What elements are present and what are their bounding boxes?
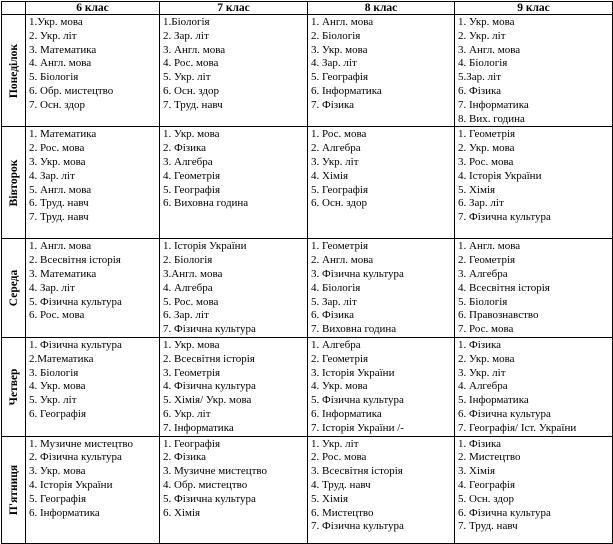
schedule-table <box>1 1 613 544</box>
lesson-item: 2. Геометрія <box>311 352 369 365</box>
lesson-item: 2. Біологія <box>163 254 213 267</box>
lesson-item: 4. Зар. літ <box>29 281 75 294</box>
lesson-item: 3. Укр. літ <box>311 155 359 168</box>
lesson-cell <box>455 436 613 543</box>
lesson-item: 5. Фізична культура <box>163 492 256 505</box>
lesson-item: 3. Укр. літ <box>458 366 506 379</box>
lesson-item: 3. Хімія <box>458 465 496 478</box>
lesson-item: 3. Математика <box>29 43 97 56</box>
lesson-item: 5. Осн. здор <box>458 492 514 505</box>
lesson-item: 5. Біологія <box>29 71 79 84</box>
lesson-item: 6. Інформатика <box>29 506 100 519</box>
lesson-item: 4. Геометрія <box>163 169 221 182</box>
lesson-item: 3. Алгебра <box>163 155 213 168</box>
day-name: П'ятниця <box>7 464 20 515</box>
lesson-item: 4. Історія України <box>458 169 542 182</box>
lesson-item: 2. Укр. літ <box>29 29 77 42</box>
day-label-cell <box>2 15 26 127</box>
lesson-item: 6. Труд. навч <box>29 197 89 210</box>
lesson-item: 4. Біологія <box>311 281 361 294</box>
lesson-item: 1. Укр. мова <box>163 128 220 141</box>
lesson-list <box>455 338 612 436</box>
lesson-item: 4. Історія України <box>29 478 113 491</box>
lesson-item: 6. Укр. літ <box>163 407 211 420</box>
lesson-item: 4. Обр. мистецтво <box>163 478 248 491</box>
lesson-item: 1. Фізична культура <box>29 338 122 351</box>
lesson-item: 5. Фізична культура <box>311 394 404 407</box>
lesson-item: 7. Фізична культура <box>458 211 551 224</box>
lesson-item: 1. Англ. мова <box>29 240 92 253</box>
lesson-list <box>160 437 307 521</box>
lesson-item: 3. Всесвітня історія <box>311 465 403 478</box>
lesson-item: 5. Англ. мова <box>29 183 92 196</box>
lesson-item: 1. Музичне мистецтво <box>29 437 134 450</box>
day-name: Середа <box>7 269 20 307</box>
day-label-cell <box>2 337 26 436</box>
lesson-item: 6. Фізика <box>311 309 355 322</box>
lesson-cell <box>160 337 308 436</box>
lesson-item: 6. Правознавство <box>458 309 539 322</box>
lesson-item: 1. Укр. літ <box>311 437 359 450</box>
lesson-item: 3. Музичне мистецтво <box>163 465 268 478</box>
lesson-item: 1. Фізика <box>458 338 502 351</box>
day-label-cell <box>2 436 26 543</box>
lesson-list <box>308 239 454 337</box>
lesson-item: 5. Хімія <box>311 492 349 505</box>
lesson-item: 3. Укр. мова <box>29 465 86 478</box>
lesson-item: 2. Фізика <box>163 451 207 464</box>
lesson-item: 2. Рос. мова <box>29 142 85 155</box>
day-row <box>2 436 613 543</box>
lesson-item: 4. Всесвітня історія <box>458 281 550 294</box>
lesson-item: 1. Укр. мова <box>163 338 220 351</box>
lesson-item: 2. Біологія <box>311 29 361 42</box>
lesson-item: 5.Зар. літ <box>458 71 501 84</box>
lesson-item: 5. Біологія <box>458 295 508 308</box>
lesson-item: 3. Укр. мова <box>29 155 86 168</box>
lesson-item: 6. Географія <box>29 407 87 420</box>
lesson-item: 7. Труд. навч <box>29 211 89 224</box>
lesson-cell <box>26 127 160 239</box>
lesson-list <box>308 15 454 113</box>
lesson-item: 2. Всесвітня історія <box>163 352 255 365</box>
day-row <box>2 127 613 239</box>
lesson-item: 7. Інформатика <box>163 421 234 434</box>
lesson-item: 4. Хімія <box>311 169 349 182</box>
lesson-item: 4. Укр. мова <box>311 380 368 393</box>
day-label-cell <box>2 127 26 239</box>
lesson-item: 1.Укр. мова <box>29 16 83 28</box>
lesson-item: 4. Біологія <box>458 57 508 70</box>
lesson-item: 7. Географія/ Іст. України <box>458 421 577 434</box>
lesson-cell <box>160 127 308 239</box>
lesson-item: 2. Геометрія <box>458 254 516 267</box>
schedule-body <box>2 15 613 544</box>
lesson-item: 3. Геометрія <box>163 366 221 379</box>
lesson-list <box>160 239 307 337</box>
lesson-list <box>455 127 612 225</box>
lesson-item: 6. Інформатика <box>311 84 382 97</box>
lesson-item: 4. Рос. мова <box>163 57 219 70</box>
lesson-item: 1. Історія України <box>163 240 247 253</box>
lesson-list <box>455 15 612 126</box>
lesson-item: 2. Зар. літ <box>163 29 209 42</box>
lesson-item: 6. Фізика <box>458 84 502 97</box>
lesson-item: 3. Англ. мова <box>458 43 521 56</box>
lesson-list <box>160 338 307 436</box>
lesson-item: 7. Виховна година <box>311 323 397 336</box>
lesson-item: 5. Географія <box>311 71 369 84</box>
lesson-item: 3. Англ. мова <box>163 43 226 56</box>
lesson-item: 2. Фізика <box>163 142 207 155</box>
lesson-cell <box>455 337 613 436</box>
lesson-cell <box>26 239 160 338</box>
lesson-item: 2. Мистецтво <box>458 451 521 464</box>
lesson-item: 5. Зар. літ <box>311 295 357 308</box>
column-header-8: 8 клас <box>308 2 455 15</box>
lesson-item: 2. Рос. мова <box>311 451 367 464</box>
lesson-cell <box>455 127 613 239</box>
lesson-item: 7. Фізика <box>311 98 355 111</box>
lesson-item: 1. Укр. мова <box>458 16 515 28</box>
lesson-item: 3.Англ. мова <box>163 267 223 280</box>
day-row <box>2 337 613 436</box>
lesson-item: 6. Виховна година <box>163 197 249 210</box>
lesson-item: 2. Алгебра <box>311 142 361 155</box>
day-name: Понеділок <box>7 43 20 98</box>
lesson-item: 4. Зар. літ <box>311 57 357 70</box>
lesson-item: 2. Укр. мова <box>458 352 515 365</box>
lesson-item: 1. Фізика <box>458 437 502 450</box>
lesson-item: 1. Алгебра <box>311 338 361 351</box>
lesson-cell <box>455 239 613 338</box>
lesson-item: 4. Зар. літ <box>29 169 75 182</box>
lesson-item: 4. Укр. мова <box>29 380 86 393</box>
lesson-item: 1. Географія <box>163 437 221 450</box>
lesson-item: 6. Осн. здор <box>163 84 219 97</box>
lesson-item: 6. Хімія <box>163 506 201 519</box>
lesson-item: 2. Фізична культура <box>29 451 122 464</box>
lesson-item: 4. Англ. мова <box>29 57 92 70</box>
lesson-item: 1. Геометрія <box>311 240 369 253</box>
lesson-item: 6. Інформатика <box>311 407 382 420</box>
day-row <box>2 15 613 127</box>
lesson-item: 1. Математика <box>29 128 97 141</box>
lesson-item: 6. Зар. літ <box>163 309 209 322</box>
lesson-item: 1. Рос. мова <box>311 128 367 141</box>
lesson-item: 3. Біологія <box>29 366 79 379</box>
lesson-list <box>308 127 454 211</box>
lesson-item: 5. Географія <box>29 492 87 505</box>
lesson-item: 4. Алгебра <box>163 281 213 294</box>
lesson-item: 1. Англ. мова <box>458 240 521 253</box>
lesson-item: 3. Фізична культура <box>311 267 404 280</box>
lesson-item: 5. Хімія/ Укр. мова <box>163 394 252 407</box>
lesson-list <box>455 239 612 337</box>
lesson-item: 3. Укр. мова <box>311 43 368 56</box>
lesson-list <box>26 437 159 521</box>
lesson-item: 5. Географія <box>311 183 369 196</box>
column-header-9: 9 клас <box>455 2 613 15</box>
lesson-item: 7. Осн. здор <box>29 98 85 111</box>
day-name: Вівторок <box>7 159 20 207</box>
header-row <box>2 2 613 15</box>
day-label-cell <box>2 239 26 338</box>
lesson-item: 2. Укр. мова <box>458 142 515 155</box>
lesson-list <box>160 127 307 211</box>
lesson-item: 3. Математика <box>29 267 97 280</box>
lesson-item: 5. Укр. літ <box>29 394 77 407</box>
lesson-item: 7. Труд. навч <box>163 98 223 111</box>
lesson-item: 7. Фізична культура <box>311 520 404 533</box>
lesson-item: 1. Геометрія <box>458 128 516 141</box>
lesson-list <box>160 15 307 113</box>
lesson-cell <box>308 239 455 338</box>
lesson-item: 1.Біологія <box>163 16 210 28</box>
lesson-cell <box>160 239 308 338</box>
column-header-6: 6 клас <box>26 2 160 15</box>
lesson-list <box>455 437 612 535</box>
lesson-list <box>26 338 159 422</box>
lesson-item: 4. Географія <box>458 478 516 491</box>
lesson-item: 5. Хімія <box>458 183 496 196</box>
day-name: Четвер <box>7 368 20 406</box>
lesson-item: 4. Алгебра <box>458 380 508 393</box>
lesson-item: 6. Зар. літ <box>458 197 504 210</box>
lesson-item: 7. Інформатика <box>458 98 529 111</box>
lesson-item: 2.Математика <box>29 352 94 365</box>
lesson-item: 7. Рос. мова <box>458 323 514 336</box>
lesson-item: 6. Фізична культура <box>458 407 551 420</box>
lesson-item: 5. Географія <box>163 183 221 196</box>
lesson-list <box>26 127 159 225</box>
lesson-item: 7. Фізична культура <box>163 323 256 336</box>
lesson-item: 4. Фізична культура <box>163 380 256 393</box>
lesson-item: 6. Рос. мова <box>29 309 85 322</box>
lesson-item: 5. Інформатика <box>458 394 529 407</box>
lesson-item: 5. Рос. мова <box>163 295 219 308</box>
lesson-item: 2. Англ. мова <box>311 254 374 267</box>
lesson-item: 5. Укр. літ <box>163 71 211 84</box>
lesson-item: 6. Мистецтво <box>311 506 374 519</box>
lesson-item: 7. Історія України /- <box>311 421 404 434</box>
lesson-item: 3. Історія України <box>311 366 395 379</box>
lesson-list <box>308 338 454 436</box>
column-header-7: 7 клас <box>160 2 308 15</box>
lesson-cell <box>26 337 160 436</box>
day-row <box>2 239 613 338</box>
lesson-cell <box>308 337 455 436</box>
lesson-item: 2. Укр. літ <box>458 29 506 42</box>
lesson-list <box>26 239 159 323</box>
lesson-item: 6. Осн. здор <box>311 197 367 210</box>
lesson-cell <box>160 15 308 127</box>
lesson-item: 3. Рос. мова <box>458 155 514 168</box>
lesson-cell <box>26 436 160 543</box>
lesson-cell <box>308 127 455 239</box>
corner-cell <box>2 2 26 15</box>
lesson-item: 5. Фізична культура <box>29 295 122 308</box>
lesson-cell <box>308 436 455 543</box>
lesson-item: 7. Труд. навч <box>458 520 518 533</box>
lesson-cell <box>26 15 160 127</box>
lesson-item: 2. Всесвітня історія <box>29 254 121 267</box>
lesson-item: 4. Труд. навч <box>311 478 371 491</box>
lesson-cell <box>455 15 613 127</box>
lesson-item: 6. Фізична культура <box>458 506 551 519</box>
lesson-item: 6. Обр. мистецтво <box>29 84 114 97</box>
lesson-list <box>26 15 159 113</box>
lesson-cell <box>160 436 308 543</box>
lesson-item: 1. Англ. мова <box>311 16 374 28</box>
lesson-item: 3. Алгебра <box>458 267 508 280</box>
lesson-list <box>308 437 454 535</box>
lesson-item: 8. Вих. година <box>458 112 525 125</box>
lesson-cell <box>308 15 455 127</box>
